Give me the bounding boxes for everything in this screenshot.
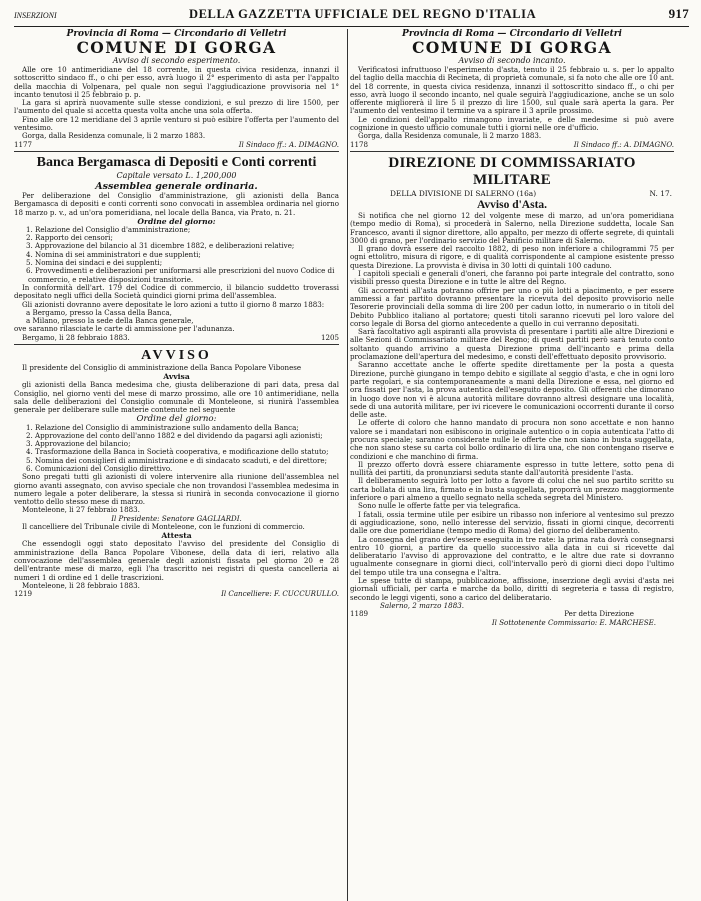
notice-title: COMUNE DI GORGA: [412, 38, 612, 57]
avvisa-heading: Avvisa: [163, 372, 190, 382]
notice-banca-bergamasca: [14, 155, 339, 345]
notice-title: AVVISO: [141, 348, 212, 364]
paragraph: Le spese tutte di stampa, pubblicazione, affissione, inserzione degli avvisi d'asta nei giornali ufficiali, per carta e marche da bollo, diritti di segreteria e tassa di registro, secondo le leggi vigenti, sono a carico del deliberatario.: [350, 576, 674, 602]
agenda-item: 4. Trasformazione della Banca in Società cooperativa, e modificazione dello statuto;: [26, 447, 329, 457]
paragraph: Gli azionisti dovranno avere depositate le loro azioni a tutto il giorno 8 marzo 1883:: [22, 299, 325, 309]
columns: [14, 29, 689, 627]
notice-number: 1219: [14, 589, 33, 599]
paragraph: Il deliberamento seguirà lotto per lotto a favore di colui che nel suo partito scritto su carta bollata di una lira, firmato e in busta suggellata, proporrà un prezzo maggiormente inferiore o pari almeno a quello segnato nella scheda segreta del Ministero.: [350, 476, 674, 503]
paragraph: La consegna del grano dev'essere eseguita in tre rate: la prima rata dovrà consegnarsi entro 10 giorni, a partire da quello successivo alla data in cui si ricevette dal deliberatario l'avviso di approvazione del contratto, e le altre due rate si dovranno ugualmente consegnare in giorni dieci, coll'intervallo però di giorni dieci dopo l'ultimo del tempo utile tra una consegna e l'altra.: [350, 534, 674, 577]
paragraph: Gli accorrenti all'asta potranno offrire per uno o più lotti a piacimento, e per essere ammessi a far partito dovranno presentare la ricevuta del deposito provvisorio nelle Tesorerie provinciali della somma di lire 200 per cadun lotto, in numerario o in titoli del Debito Pubblico italiano al portatore; questi titoli saranno ricevuti pel loro valore del corso legale di Borsa del giorno antecedente a quello in cui verranno depositati.: [350, 285, 674, 328]
paragraph: Il cancelliere del Tribunale civile di Monteleone, con le funzioni di commercio.: [22, 522, 305, 532]
paragraph: In conformità dell'art. 179 del Codice di commercio, il bilancio suddetto troverassi depositato negli uffici della Società quindici giorni prima dell'assemblea.: [14, 282, 339, 301]
paragraph: Il prezzo offerto dovrà essere chiaramente espresso in tutte lettere, sotto pena di nullità dei partiti, da pronunziarsi seduta stante dall'autorità presidente l'asta.: [350, 459, 674, 478]
notice-banca-vibonese: [14, 348, 339, 598]
paragraph: Gorga, dalla Residenza comunale, li 2 marzo 1883.: [358, 131, 542, 141]
notice-date: Monteleone, li 27 febbraio 1883.: [22, 505, 140, 515]
right-column: [344, 29, 674, 627]
notice-title: DIREZIONE DI COMMISSARIATO MILITARE: [388, 154, 636, 188]
notice-signature: Il Sindaco ff.: A. DIMAGNO.: [573, 139, 674, 149]
notice-header: Provincia di Roma — Circondario di Velletri: [66, 29, 287, 39]
paragraph: Alle ore 10 antimeridiane del 18 corrente, in questa civica residenza, innanzi il sottoscritto sindaco ff., o chi per esso, avrà luogo il 2° esperimento di asta per l'appalto della macchia di Volpenara, pel quale non seguì l'aggiudicazione provvisoria nel 1° incanto tenutosi il 25 febbraio p. p.: [14, 65, 339, 99]
paragraph: Che essendogli oggi stato depositato l'avviso del presidente del Consiglio di amministrazione della Banca Popolare Vibonese, della data di ieri, relativo alla convocazione dell'assemblea generale degli azionisti fissata pel giorno 20 e 28 dell'entrante mese di marzo, egli l'ha trascritto nei registri di questa cancelleria ai numeri 1 di ordine ed 1 delle trascrizioni.: [14, 539, 339, 582]
paragraph: Gorga, dalla Residenza comunale, li 2 marzo 1883.: [22, 131, 206, 141]
notice-gorga-volpenara: [14, 29, 339, 152]
left-column: [14, 29, 344, 627]
notice-title: COMUNE DI GORGA: [76, 38, 277, 57]
paragraph: Le offerte di coloro che hanno mandato di procura non sono accettate e non hanno valore se i mandatari non esibiscono in originale autentico o in copia autenticata l'atto di procura speciale; saranno considerate nulle le offerte che non siano in busta suggellata, che non siano stese su carta col bollo ordinario di lira una, che non contengano riserve e condizioni e che manchino di firma.: [350, 418, 674, 461]
notice-capital: Capitale versato L. 1,200,000: [116, 170, 237, 180]
division-label: DELLA DIVISIONE DI SALERNO (16a): [390, 188, 537, 198]
notice-gorga-recineta: [350, 29, 674, 152]
notice-subtitle: Avviso di secondo incanto.: [458, 56, 566, 65]
paragraph: I capitoli speciali e generali d'oneri, che faranno poi parte integrale del contratto, sono visibili presso questa Direzione e in tutte le altre del Regno.: [350, 269, 674, 287]
agenda-item: 6. Provvedimenti e deliberazioni per uniformarsi alle prescrizioni del nuovo Codice di commercio, e relative disposizioni transitorie.: [26, 266, 335, 284]
paragraph: Per deliberazione del Consiglio d'amministrazione, gli azionisti della Banca Bergamasca di depositi e conti correnti sono convocati in assemblea ordinaria nel giorno 18 marzo p. v., ad un'ora pomeridiana, nel locale della Banca, via Prato, n. 21.: [14, 190, 339, 217]
agenda-item: 2. Rapporto dei censori;: [26, 233, 113, 243]
notice-signature-row: [14, 334, 339, 342]
notice-signature-row: [14, 141, 339, 149]
notice-number: 1205: [320, 332, 339, 342]
agenda-title: Ordine del giorno:: [137, 216, 216, 226]
notice-date: Bergamo, li 28 febbraio 1883.: [22, 332, 130, 342]
notice-signature-row: [350, 141, 674, 149]
notice-by: Per detta Direzione: [564, 609, 634, 619]
notice-signature: Il Cancelliere: F. CUCCURULLO.: [221, 589, 339, 599]
paragraph: gli azionisti della Banca medesima che, giusta deliberazione di pari data, presa dal Consiglio, nel giorno venti del mese di marzo prossimo, alle ore 10 antimeridiane, nella sala delle deliberazioni del Consiglio comunale di Monteleone, si riunirà l'assemblea generale per deliberare sulle materie contenute nel seguente: [14, 380, 339, 415]
deposit-place: a Milano, presso la sede della Banca generale,: [26, 316, 194, 326]
paragraph: La gara si aprirà nuovamente sulle stesse condizioni, e sul prezzo di lire 1500, per l'aumento del quale si accetta questa volta anche una sola offerta.: [14, 98, 339, 116]
paragraph: Sono pregati tutti gli azionisti di volere intervenire alla riunione dell'assemblea nel giorno avanti assegnato, con avviso speciale che non trovandosi l'assemblea medesima in numero legale a poter deliberare, la stessa si riunirà in seconda convocazione il giorno ventotto dello stesso mese di marzo.: [14, 472, 339, 507]
paragraph: Sono nulle le offerte fatte per via telegrafica.: [358, 501, 521, 511]
attesta-heading: Attesta: [161, 531, 192, 541]
notice-number: 1189: [350, 609, 369, 619]
notice-commissariato: [350, 155, 674, 627]
agenda-item: 5. Nomina dei consiglieri di amministrazione e di sindacato scaduti, e del direttore;: [26, 455, 327, 465]
notice-assembly-title: Assemblea generale ordinaria.: [95, 180, 258, 192]
column-divider: [347, 29, 348, 901]
agenda-item: 3. Approvazione del bilancio;: [26, 439, 131, 449]
paragraph: Le condizioni dell'appalto rimangono invariate, e delle medesime si può avere cognizione in questo ufficio comunale tutti i giorni nelle ore d'ufficio.: [350, 114, 674, 133]
paragraph: I fatali, ossia termine utile per esibire un ribasso non inferiore al ventesimo sul prezzo di aggiudicazione, sono, nello interesse del servizio, fissati in giorni cinque, decorrenti dalle ore due pomeridiane (tempo medio di Roma) del giorno del deliberamento.: [350, 509, 674, 536]
president-signature: Il Presidente: Senatore GAGLIARDI.: [111, 513, 242, 523]
agenda-item: 3. Approvazione del bilancio al 31 dicembre 1882, e deliberazioni relative;: [26, 241, 295, 251]
notice-subtitle: Avviso di secondo esperimento.: [112, 56, 241, 65]
masthead: [14, 6, 689, 27]
paragraph: Il grano dovrà essere del raccolto 1882, di peso non inferiore a chilogrammi 75 per ogni ettolitro, misura di rigore, e di qualità corrispondente al campione esistente presso questa Direzione. La provvista è divisa in 30 lotti di quintali 100 caduno.: [350, 244, 674, 270]
agenda-item: 1. Relazione del Consiglio d'amministrazione;: [26, 224, 191, 234]
paragraph: Il presidente del Consiglio di amministrazione della Banca Popolare Vibonese: [22, 363, 302, 373]
notice-number-top: N. 17.: [649, 188, 672, 198]
notice-signature: Il Sottotenente Commissario: E. MARCHESE.: [491, 617, 656, 627]
agenda-item: 1. Relazione del Consiglio di amministrazione sullo andamento della Banca;: [26, 422, 299, 432]
agenda-item: 2. Approvazione del conto dell'anno 1882 e del dividendo da pagarsi agli azionisti;: [26, 430, 323, 440]
masthead-section: INSERZIONI: [14, 11, 57, 20]
agenda-title: Ordine del giorno:: [136, 413, 217, 424]
paragraph: ove saranno rilasciate le carte di ammissione per l'adunanza.: [14, 324, 235, 334]
paragraph: Verificatosi infruttuoso l'esperimento d'asta, tenuto il 25 febbraio u. s. per lo appalto del taglio della macchia di Recineta, di proprietà comunale, si fa noto che alle ore 10 ant. del 18 corrente, in questa civica residenza, innanzi il sottoscritto sindaco ff., o chi per esso, avrà luogo il secondo incanto, nel quale seguirà l'aggiudicazione, anche se un solo offerente migliorerà il lire 5 il prezzo di lire 1500, sul quale sarà aperta la gara. Per l'aumento del ventesimo il termine va a spirare il 3 aprile prossimo.: [350, 65, 674, 116]
paragraph: Saranno accettate anche le offerte spedite direttamente per la posta a questa Direzione, purchè giungano in tempo debito e sigillate al seggio d'asta, e che in ogni loro parte regolari, e sia contemporaneamente a mani della Direzione e essa, nel giorno ed ora fissati per l'asta, la prova autentica dell'eseguito deposito. Gli offerenti che dimorano in luogo dove non vi è alcuna autorità militare dovranno altresì designare una località, sede di una autorità militare, per ivi ricevere le comunicazioni occorrenti durante il corso delle aste.: [350, 360, 674, 420]
paragraph: Fino alle ore 12 meridiane del 3 aprile venturo si può esibire l'offerta per l'aumento del ventesimo.: [14, 114, 339, 133]
page-number: 917: [668, 6, 689, 21]
avviso-asta-heading: Avviso d'Asta.: [476, 198, 548, 211]
masthead-title: DELLA GAZZETTA UFFICIALE DEL REGNO D'ITALIA: [188, 7, 537, 21]
notice-number: 1177: [14, 139, 33, 149]
notice-number: 1178: [350, 139, 369, 149]
notice-signature-row: [14, 590, 339, 598]
notice-date: Salerno, 2 marzo 1883.: [380, 600, 464, 610]
paragraph: Si notifica che nel giorno 12 del volgente mese di marzo, ad un'ora pomeridiana (tempo medio di Roma), si procederà in Salerno, nella Direzione suddetta, locale San Francesco, avanti il signor direttore, allo appalto, per mezzo di offerte segrete, di quintali 3000 di grano, per l'ordinario servizio del Panificio militare di Salerno.: [350, 210, 674, 245]
notice-date: Monteleone, li 28 febbraio 1883.: [22, 580, 140, 590]
notice-header: Provincia di Roma — Circondario di Velletri: [402, 29, 622, 39]
agenda-item: 4. Nomina di sei amministratori e due supplenti;: [26, 249, 201, 259]
notice-title: Banca Bergamasca di Depositi e Conti correnti: [36, 154, 317, 170]
paragraph: Sarà facoltativo agli aspiranti alla provvista di presentare i partiti alle altre Direzioni e alle Sezioni di Commissariato militare del Regno; di questi partiti però sarà tenuto conto soltanto quando arrivino a questa Direzione prima dell'incanto e prima della proclamazione dell'apertura del medesimo, e consti dell'effettuato deposito provvisorio.: [350, 327, 674, 362]
deposit-place: a Bergamo, presso la Cassa della Banca,: [26, 307, 172, 317]
agenda-item: 6. Comunicazioni del Consiglio direttivo.: [26, 463, 173, 473]
agenda-item: 5. Nomina dei sindaci e dei supplenti;: [26, 258, 163, 268]
notice-signature: Il Sindaco ff.: A. DIMAGNO.: [238, 139, 339, 149]
division-row: [350, 189, 674, 199]
